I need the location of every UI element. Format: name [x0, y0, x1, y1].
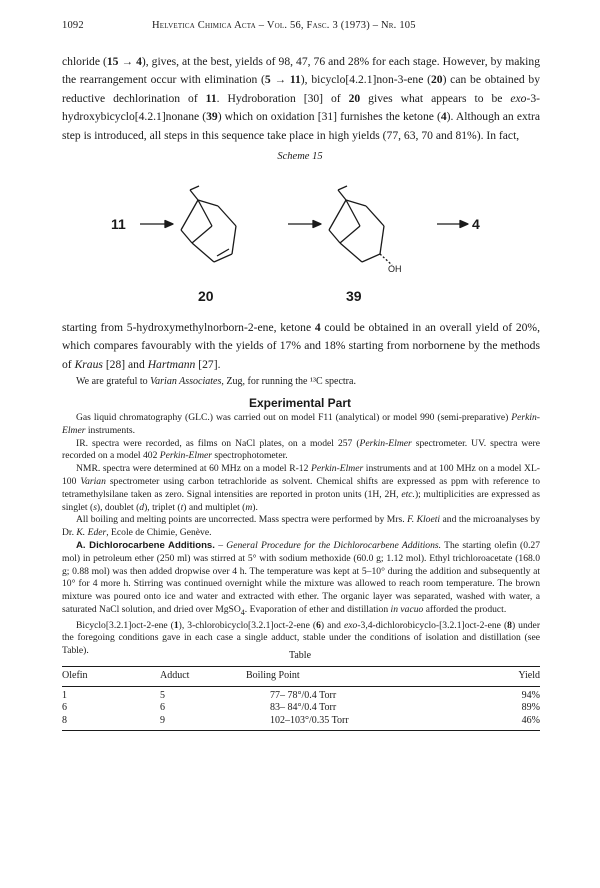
text-span: starting from 5-hydroxymethylnorborn-2-ene, ketone — [62, 321, 315, 334]
cell-boiling-point: 77– 78°/0.4 Torr — [270, 689, 337, 701]
label-4: 4 — [472, 216, 480, 232]
text-span: afforded the product. — [423, 603, 507, 615]
label-11: 11 — [111, 216, 126, 232]
exp-paragraph-nmr — [62, 463, 540, 514]
cell-adduct: 5 — [160, 689, 165, 701]
text-span: Gas liquid chromatography (GLC.) was carried out on model F11 (analytical) or model 990 (semi-preparative) — [76, 412, 512, 423]
arrow-head — [165, 221, 173, 228]
text-span: spectrophotometer. — [212, 450, 288, 462]
cell-olefin: 8 — [62, 715, 160, 731]
author-name: Hartmann — [147, 357, 196, 371]
text-span: spectrometer using carbon tetrachloride as solvent. Chemical shifts are expressed as ppm with reference to tetramethylsilane taken as zero. Signal intensities are reported in proton units (1H, 2H, — [62, 475, 540, 500]
compound-ref: 8 — [507, 619, 512, 631]
oh-label: OH — [388, 264, 402, 274]
label-20: 20 — [198, 288, 214, 304]
table-header-row — [62, 667, 540, 687]
person-name: K. Eder — [76, 527, 107, 539]
person-name: F. Kloeti — [407, 514, 441, 526]
author-name: Kraus — [74, 357, 103, 371]
italic-term: m — [245, 501, 253, 513]
procedure-heading: General Procedure for the Dichlorocarbene Additions. — [226, 539, 442, 551]
scheme-caption: Scheme 15 — [277, 151, 323, 162]
text-span: [27]. — [195, 357, 221, 371]
italic-term: exo — [344, 619, 358, 631]
compound-ref: 20 — [430, 73, 443, 87]
text-span: Bicyclo[3.2.1]oct-2-ene ( — [76, 619, 174, 631]
italic-term: s — [93, 501, 97, 513]
arrow-head — [313, 221, 321, 228]
text-span: ) under the foregoing conditions gave in each case a single adduct, stable under the conditions of isolation and distillation (see Table). — [62, 619, 541, 657]
cell-boiling-point: 83– 84°/0.4 Torr — [270, 702, 337, 713]
cell-boiling-point: 102–103°/0.35 Torr — [246, 715, 446, 731]
company-name: Varian Associates — [150, 376, 222, 387]
company-name: Varian — [80, 475, 106, 487]
text-span: ), gives, at the best, yields of 98, 47, 76 and 28% for each stage. However, by making the rearrangement occur with elimination ( — [62, 55, 540, 87]
text-span: ) and multiplet ( — [183, 501, 246, 513]
table-title: Table — [288, 650, 312, 661]
body-paragraph-1 — [62, 53, 540, 145]
cell-adduct: 6 — [160, 702, 165, 713]
cell-yield: 89% — [521, 702, 540, 713]
italic-term: d — [139, 501, 145, 513]
exp-paragraph-ir — [62, 438, 540, 464]
exp-paragraph-mp — [62, 514, 540, 540]
compound-ref: 20 — [348, 91, 361, 105]
subsection-heading: A. Dichlorocarbene Additions. — [76, 539, 215, 551]
table-row — [62, 686, 540, 702]
cell-yield: 46% — [446, 715, 540, 731]
italic-term: exo — [510, 91, 527, 105]
text-span: ). — [252, 501, 258, 513]
text-span: ) and — [320, 619, 344, 631]
compound-ref: 5 — [264, 73, 271, 87]
scheme-drawing — [62, 168, 540, 318]
text-span: spectrometer. UV. spectra were recorded on a model 402 — [62, 437, 540, 462]
subscript: 4 — [240, 607, 245, 617]
header-yield: Yield — [446, 667, 540, 687]
arrow-head — [460, 221, 468, 228]
compound-ref: 6 — [316, 619, 321, 631]
running-title: Helvetica Chimica Acta – Vol. 56, Fasc. 3 (1973) – Nr. 105 — [152, 20, 416, 31]
italic-term: etc. — [401, 488, 415, 500]
text-span: instruments. — [85, 424, 136, 436]
text-span: and the microanalyses by Dr. — [62, 514, 541, 539]
compound-ref: 1 — [173, 619, 179, 631]
text-span: We are grateful to — [76, 376, 151, 387]
compound-ref: 4 — [136, 55, 142, 68]
compound-ref: 15 — [106, 55, 119, 68]
text-span: ), bicyclo[4.2.1]non-3-ene ( — [300, 73, 431, 87]
experimental-section — [62, 412, 540, 658]
text-span: chloride ( — [62, 55, 107, 68]
text-span: ), doublet ( — [96, 501, 140, 513]
cell-olefin: 6 — [62, 702, 67, 713]
text-span: – — [214, 539, 227, 551]
company-name: Perkin-Elmer — [310, 463, 364, 475]
compound-ref: 39 — [206, 110, 218, 124]
company-name: Perkin-Elmer — [359, 437, 412, 449]
table-row — [62, 715, 540, 731]
italic-term: in vacuo — [390, 603, 424, 615]
text-span: . Hydroboration [30] of — [216, 91, 349, 105]
exp-paragraph-dichlorocarbene — [62, 540, 540, 620]
text-span: NMR. spectra were determined at 60 MHz on a model R-12 — [76, 463, 311, 475]
molecule-39-structure — [329, 186, 392, 265]
header-boiling-point: Boiling Point — [246, 667, 446, 687]
header-olefin: Olefin — [62, 667, 160, 687]
text-span: . Evaporation of ether and distillation — [244, 603, 391, 615]
arrow-text: → — [270, 73, 290, 87]
compound-ref: 11 — [289, 73, 301, 87]
text-span: ) can be obtained by reductive dechlorination of — [62, 73, 540, 105]
italic-term: t — [180, 501, 184, 513]
compound-ref: 11 — [205, 91, 217, 105]
results-table — [62, 666, 540, 731]
reaction-scheme — [62, 168, 540, 318]
company-name: Perkin-Elmer — [159, 450, 212, 462]
cell-yield: 94% — [521, 689, 540, 701]
compound-ref: 4 — [314, 321, 321, 334]
text-span: , Zug, for running the ¹³C spectra. — [221, 376, 356, 387]
text-span: ), triplet ( — [144, 501, 181, 513]
text-span: ). Although an extra step is introduced, all steps in this sequence take place in high yields (77, 63, 70 and 81%). In fact, — [62, 110, 540, 142]
compound-ref: 4 — [440, 110, 447, 124]
acknowledgement — [62, 375, 540, 389]
exp-paragraph-glc — [62, 412, 540, 438]
label-39: 39 — [346, 288, 362, 304]
table-row — [62, 702, 540, 715]
page-number: 1092 — [62, 20, 84, 31]
body-paragraph-2 — [62, 319, 540, 374]
text-span: , Ecole de Chimie, Genève. — [106, 527, 212, 539]
section-title: Experimental Part — [248, 396, 352, 410]
company-name: Perkin-Elmer — [62, 412, 540, 436]
text-span: ); multiplicities are expressed as singlet ( — [62, 488, 540, 513]
text-span: could be obtained in an overall yield of 20%, which compares favourably with the yields of 17% and 18% starting from norbornene by the methods of — [62, 321, 540, 371]
molecule-20-structure — [181, 186, 236, 262]
header-adduct: Adduct — [160, 667, 246, 687]
text-span: [28] and — [102, 357, 148, 371]
cell-adduct: 9 — [160, 715, 246, 731]
text-span: -3,4-dichlorobicyclo-[3.2.1]oct-2-ene ( — [357, 619, 508, 631]
cell-olefin: 1 — [62, 689, 67, 701]
text-span: -3-hydroxybicyclo[4.2.1]nonane ( — [62, 91, 541, 124]
text-span: instruments and at 100 MHz on a model XL-100 — [62, 463, 540, 487]
text-span: ), 3-chlorobicyclo[3.2.1]oct-2-ene ( — [178, 619, 317, 631]
text-span: The starting olefin (0.27 mol) in petroleum ether (250 ml) was stirred at 5° with sodium methoxide (60.0 g; 1.12 mol). Ethyl trichloroacetate (168.0 g; 0.88 mol) was then added dropwise over 4 h. The temperature was kept at 5–10° during the addition and subsequently at 10° for 4 more h. Stirring was continued overnight while the mixture was allowed to reach room temperature. The brown mixture was poured onto ice and water and extracted with ether. The organic layer was separated, washed with water, a saturated NaCl solution, and dried over MgSO — [62, 539, 541, 615]
arrow-text: → — [118, 55, 137, 68]
text-span: IR. spectra were recorded, as films on NaCl plates, on a model 257 ( — [76, 437, 360, 449]
text-span: All boiling and melting points are uncorrected. Mass spectra were performed by Mrs. — [76, 514, 408, 526]
text-span: gives what appears to be — [360, 91, 511, 105]
text-span: ) which on oxidation [31] furnishes the ketone ( — [217, 110, 441, 124]
